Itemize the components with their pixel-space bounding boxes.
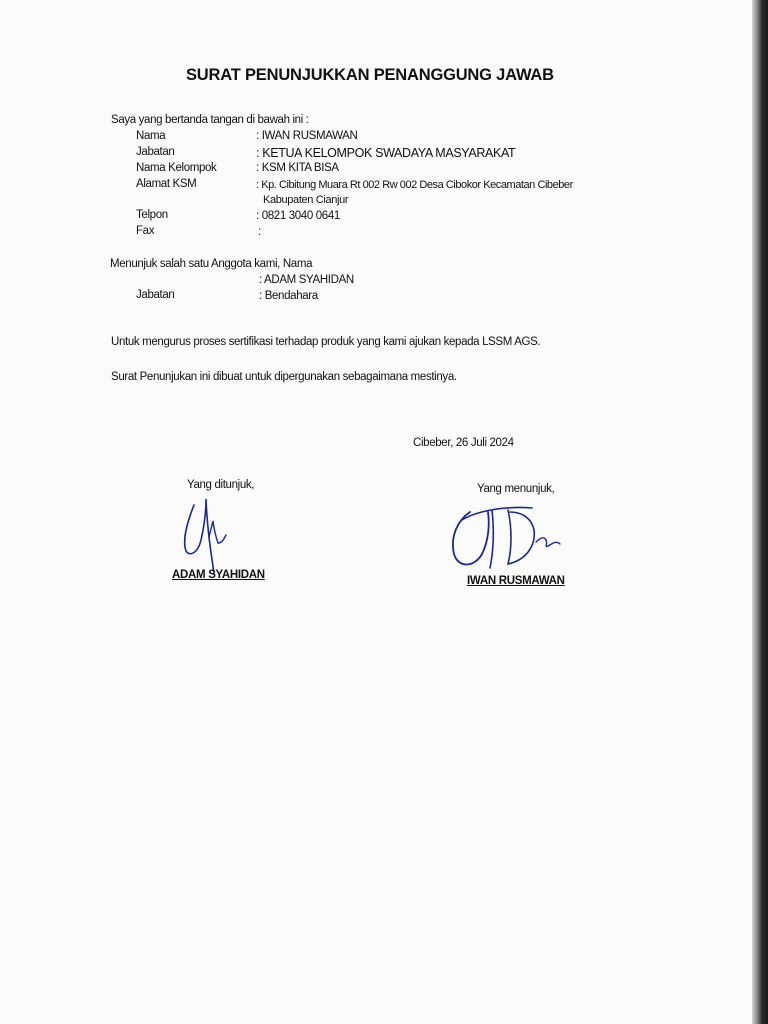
field-value-kelompok: : KSM KITA BISA bbox=[256, 162, 339, 174]
appointee-jabatan-label: Jabatan bbox=[136, 289, 175, 301]
field-label-kelompok: Nama Kelompok bbox=[136, 162, 217, 174]
field-value-fax: : bbox=[258, 226, 261, 238]
left-signature-image bbox=[176, 485, 246, 575]
field-label-jabatan: Jabatan bbox=[136, 146, 175, 158]
closing-text: Surat Penunjukan ini dibuat untuk dipergunakan sebagaimana mestinya. bbox=[111, 371, 457, 383]
field-label-fax: Fax bbox=[136, 225, 155, 237]
field-value-telpon: : 0821 3040 0641 bbox=[256, 210, 340, 222]
purpose-text: Untuk mengurus proses sertifikasi terhadap produk yang kami ajukan kepada LSSM AGS. bbox=[111, 336, 541, 348]
field-value-alamat: : Kp. Cibitung Muara Rt 002 Rw 002 Desa Cibokor Kecamatan Cibeber bbox=[256, 179, 573, 191]
appointee-jabatan-value: : Bendahara bbox=[259, 290, 318, 302]
place-date: Cibeber, 26 Juli 2024 bbox=[413, 437, 514, 449]
field-label-nama: Nama bbox=[136, 130, 166, 142]
appointee-name-value: : ADAM SYAHIDAN bbox=[259, 274, 354, 286]
page-edge-shadow bbox=[752, 0, 768, 1024]
left-signatory-role: Yang ditunjuk, bbox=[187, 479, 255, 491]
field-label-alamat: Alamat KSM bbox=[136, 178, 197, 190]
right-signature-image bbox=[448, 498, 568, 574]
right-signatory-role: Yang menunjuk, bbox=[477, 483, 555, 495]
right-signatory-name: IWAN RUSMAWAN bbox=[467, 575, 565, 587]
field-label-telpon: Telpon bbox=[136, 209, 168, 221]
appoint-intro: Menunjuk salah satu Anggota kami, Nama bbox=[110, 258, 313, 270]
field-value-jabatan: : KETUA KELOMPOK SWADAYA MASYARAKAT bbox=[256, 146, 516, 160]
field-value-nama: : IWAN RUSMAWAN bbox=[256, 130, 358, 142]
field-value-alamat-line2: Kabupaten Cianjur bbox=[263, 194, 349, 206]
document-title: SURAT PENUNJUKKAN PENANGGUNG JAWAB bbox=[186, 66, 554, 84]
left-signatory-name: ADAM SYAHIDAN bbox=[172, 569, 265, 581]
intro-text: Saya yang bertanda tangan di bawah ini : bbox=[111, 114, 309, 126]
